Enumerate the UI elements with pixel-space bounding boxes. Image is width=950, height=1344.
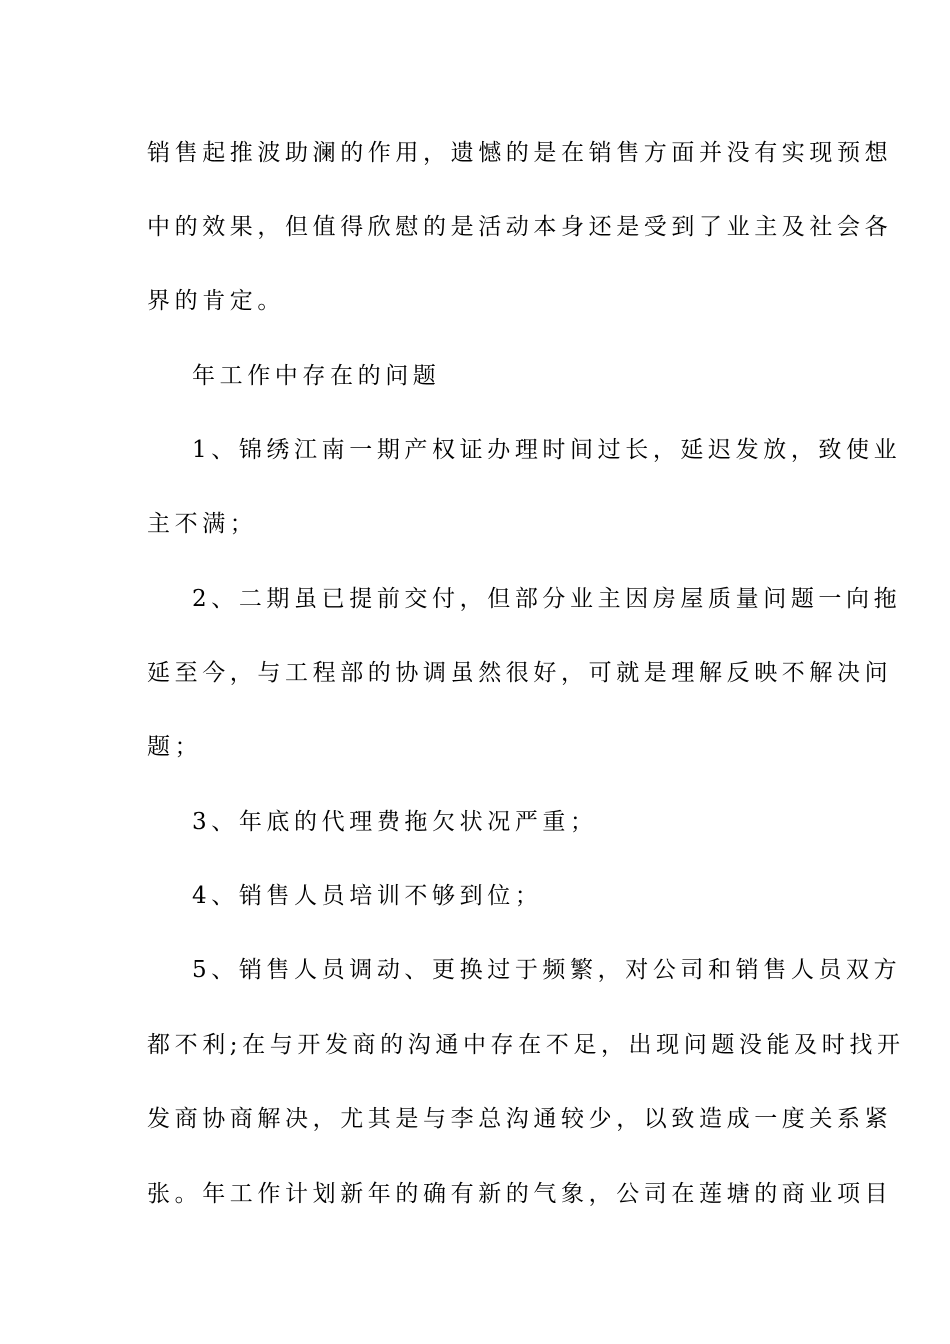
list-item-5-line-3: 发商协商解决，尤其是与李总沟通较少，以致造成一度关系紧: [147, 1106, 893, 1132]
list-item-1-line-2: 主不满；: [147, 511, 258, 537]
list-item-2-line-1: 2、二期虽已提前交付，但部分业主因房屋质量问题一向拖: [192, 586, 902, 612]
paragraph-line-2: 中的效果，但值得欣慰的是活动本身还是受到了业主及社会各: [147, 214, 893, 240]
list-item-5-line-4: 张。年工作计划新年的确有新的气象，公司在莲塘的商业项目: [147, 1181, 893, 1207]
list-item-4: 4、销售人员培训不够到位；: [192, 883, 543, 909]
paragraph-line-1: 销售起推波助澜的作用，遗憾的是在销售方面并没有实现预想: [147, 140, 893, 166]
list-item-5-line-1: 5、销售人员调动、更换过于频繁，对公司和销售人员双方: [192, 957, 902, 983]
list-item-2-line-3: 题；: [147, 734, 203, 760]
list-item-1-line-1: 1、锦绣江南一期产权证办理时间过长，延迟发放，致使业: [192, 437, 902, 463]
paragraph-line-3: 界的肯定。: [147, 288, 285, 314]
list-item-2-line-2: 延至今，与工程部的协调虽然很好，可就是理解反映不解决问: [147, 660, 893, 686]
section-heading: 年工作中存在的问题: [192, 363, 441, 389]
list-item-5-line-2: 都不利;在与开发商的沟通中存在不足，出现问题没能及时找开: [147, 1032, 905, 1058]
list-item-3: 3、年底的代理费拖欠状况严重；: [192, 809, 598, 835]
